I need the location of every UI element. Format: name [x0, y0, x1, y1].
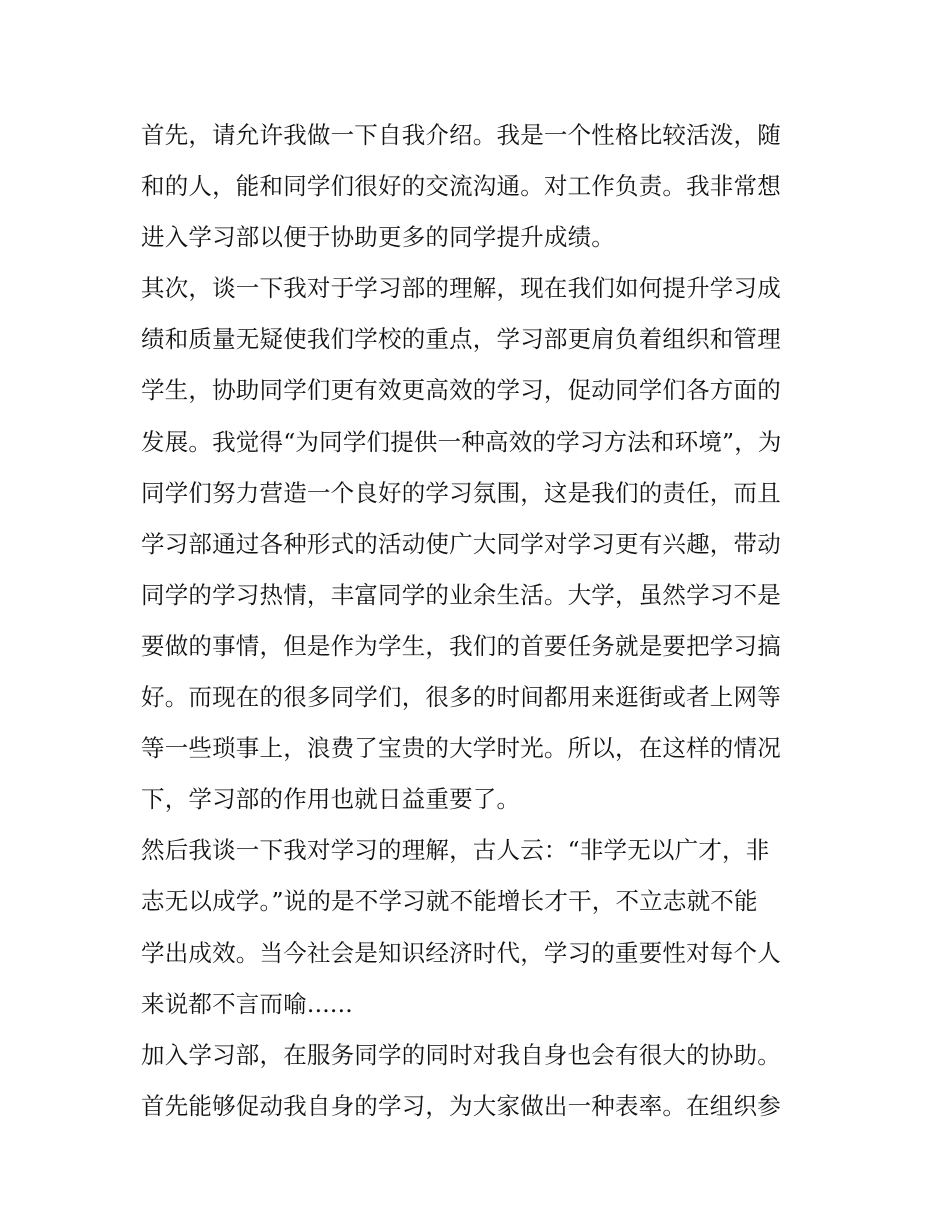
text-line: 同学们努力营造一个良好的学习氛围，这是我们的责任，而且 [141, 478, 781, 507]
text-line: 其次，谈一下我对于学习部的理解，现在我们如何提升学习成 [141, 274, 781, 303]
text-line: 加入学习部，在服务同学的同时对我自身也会有很大的协助。 [141, 1040, 781, 1069]
text-line: 学习部通过各种形式的活动使广大同学对学习更有兴趣，带动 [141, 529, 781, 558]
text-line: 学生，协助同学们更有效更高效的学习，促动同学们各方面的 [141, 376, 781, 405]
text-line: 进入学习部以便于协助更多的同学提升成绩。 [141, 223, 615, 252]
text-line: 好。而现在的很多同学们，很多的时间都用来逛街或者上网等 [141, 683, 781, 712]
text-line: 然后我谈一下我对学习的理解，古人云：“非学无以广才，非 [141, 836, 770, 865]
text-line: 学出成效。当今社会是知识经济时代，学习的重要性对每个人 [141, 938, 781, 967]
text-line: 绩和质量无疑使我们学校的重点，学习部更肩负着组织和管理 [141, 325, 781, 354]
text-line: 发展。我觉得“为同学们提供一种高效的学习方法和环境”，为 [141, 427, 782, 456]
text-line: 等一些琐事上，浪费了宝贵的大学时光。所以，在这样的情况 [141, 734, 781, 763]
text-line: 和的人，能和同学们很好的交流沟通。对工作负责。我非常想 [141, 172, 781, 201]
text-line: 下，学习部的作用也就日益重要了。 [141, 785, 521, 814]
text-line: 来说都不言而喻...... [141, 989, 353, 1018]
text-line: 要做的事情，但是作为学生，我们的首要任务就是要把学习搞 [141, 631, 781, 660]
text-line: 同学的学习热情，丰富同学的业余生活。大学，虽然学习不是 [141, 580, 781, 609]
text-line: 志无以成学。”说的是不学习就不能增长才干，不立志就不能 [141, 887, 758, 916]
text-line: 首先能够促动我自身的学习，为大家做出一种表率。在组织参 [141, 1091, 781, 1120]
document-body [141, 110, 813, 1132]
text-line: 首先，请允许我做一下自我介绍。我是一个性格比较活泼，随 [141, 121, 781, 149]
